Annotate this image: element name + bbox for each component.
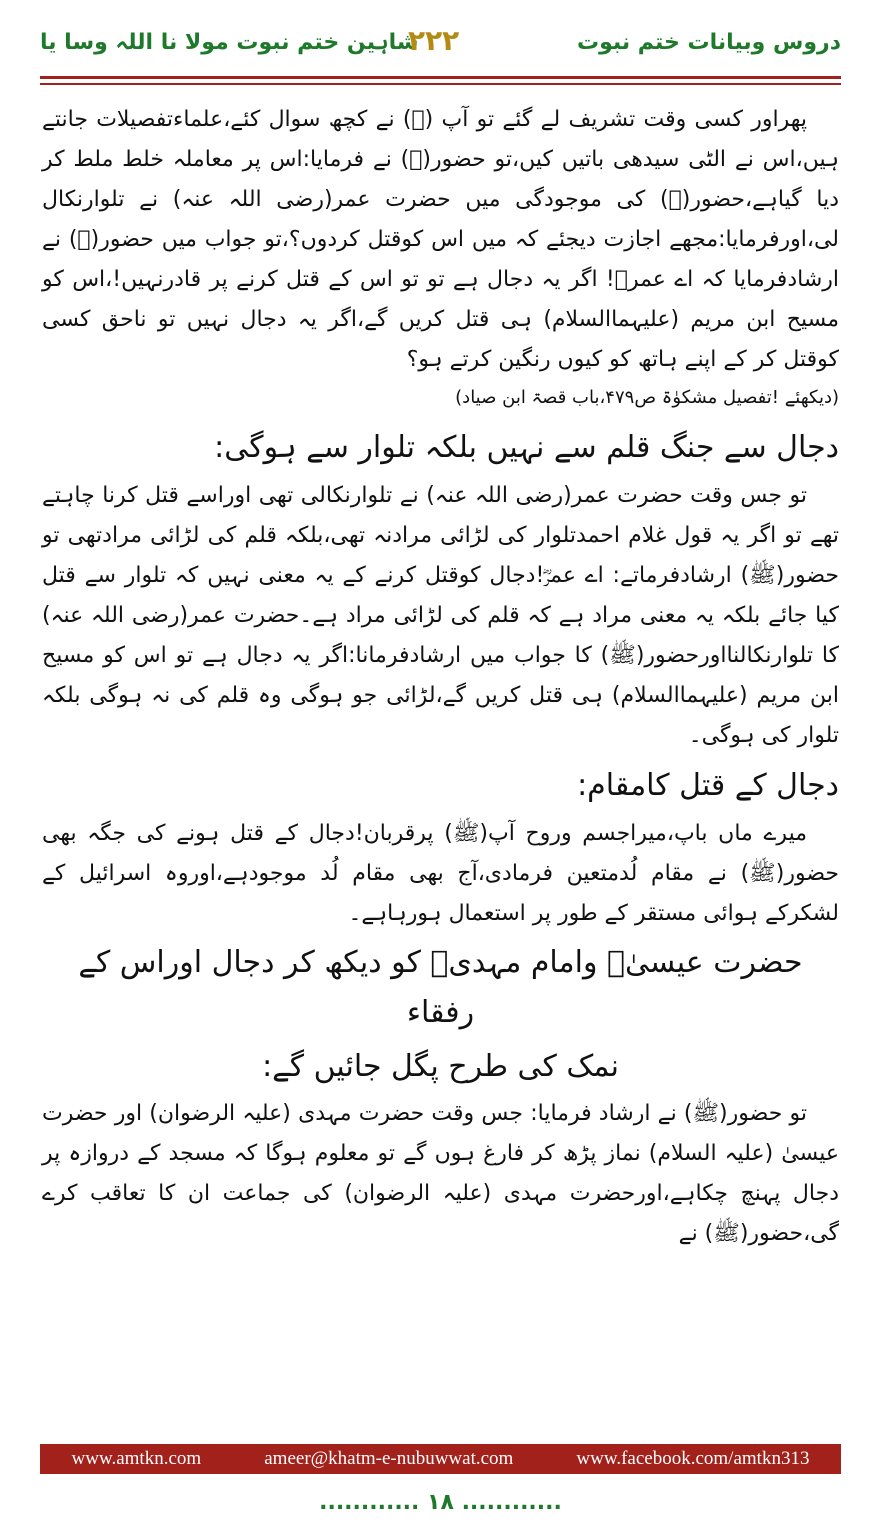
footer-website-link[interactable]: www.amtkn.com — [71, 1448, 202, 1469]
paragraph-3: میرے ماں باپ،میراجسم وروح آپ(ﷺ) پرقربان!دجال کے قتل ہونے کی جگہ بھی حضور(ﷺ) نے مقام لُدمتعین فرمادی،آج بھی مقام لُد موجودہے،اوروہ اسرائیل کے لشکرکے ہوائی مستقر کے طور پر استعمال ہورہاہے۔ — [42, 821, 839, 926]
page-number: ............ ۱۸ ............ — [319, 1490, 562, 1515]
header-rule-secondary — [40, 83, 841, 85]
paragraph-1: پھراور کسی وقت تشریف لے گئے تو آپ (ﷺ) نے کچھ سوال کئے،علماءتفصیلات جانتے ہیں،اس نے الٹی سیدھی باتیں کیں،تو حضور(ﷺ) نے فرمایا:اس پر معاملہ خلط ملط کر دیا گیاہے،حضور(ﷺ) کی موجودگی میں حضرت عمر(رضی اللہ عنہ) نے تلوارنکال لی،اورفرمایا:مجھے اجازت دیجئے کہ میں اس کوقتل کردوں؟،تو جواب میں حضور(ﷺ) نے ارشادفرمایا کہ اے عمرؓ! اگر یہ دجال ہے تو تو اس کے قتل کرنے پر قادرنہیں!،اس کو مسیح ابن مریم (علیہماالسلام) ہی قتل کریں گے،اگر یہ دجال نہیں تو ناحق کسی کوقتل کر کے اپنے ہاتھ کو کیوں رنگین کرتے ہو؟ — [42, 107, 839, 372]
header-author: شاہین ختم نبوت مولا نا اللہ وسا یا — [40, 30, 419, 55]
page-header — [40, 22, 841, 70]
footer-bar — [40, 1444, 841, 1474]
footer-facebook-link[interactable]: www.facebook.com/amtkn313 — [576, 1448, 810, 1469]
section-heading-3-line-2: نمک کی طرح پگل جائیں گے: — [262, 1049, 619, 1084]
header-rule — [40, 76, 841, 79]
paragraph-4: تو حضور(ﷺ) نے ارشاد فرمایا: جس وقت حضرت مہدی (علیہ الرضوان) اور حضرت عیسیٰ (علیہ السلام) نماز پڑھ کر فارغ ہوں گے تو معلوم ہوگا کہ مسجد کے دروازہ پر دجال پہنچ چکاہے،اورحضرت مہدی (علیہ الرضوان) کی جماعت ان کا تعاقب کرے گی،حضور(ﷺ) نے — [42, 1101, 839, 1246]
paragraph-2: تو جس وقت حضرت عمر(رضی اللہ عنہ) نے تلوارنکالی تھی اوراسے قتل کرنا چاہتے تھے تو اگر یہ قول غلام احمدتلوار کی لڑائی مرادنہ تھی،بلکہ قلم کی لڑائی مرادتھی تو حضور(ﷺ) ارشادفرماتے: اے عمرؓ!دجال کوقتل کرنے کے یہ معنی نہیں کہ تلوار سے قتل کیا جائے بلکہ یہ معنی مراد ہے کہ قلم کی لڑائی مراد ہے۔حضرت عمر(رضی اللہ عنہ) کا تلوارنکالنااورحضور(ﷺ) کا جواب میں ارشادفرمانا:اگر یہ دجال ہے تو اس کو مسیح ابن مریم (علیہماالسلام) ہی قتل کریں گے،لڑائی جو ہوگی وہ قلم کی نہ ہوگی بلکہ تلوار کی ہوگی۔ — [42, 483, 839, 748]
header-page-ref: ۲۲۲ — [408, 24, 460, 57]
section-heading-1: دجال سے جنگ قلم سے نہیں بلکہ تلوار سے ہوگی: — [214, 430, 839, 465]
header-book-title: دروس وبیانات ختم نبوت — [577, 30, 841, 55]
page-content — [42, 100, 839, 1254]
section-heading-3-line-1: حضرت عیسیٰؑ وامام مہدیؑ کو دیکھ کر دجال اوراس کے رفقاء — [78, 945, 803, 1030]
reference-note: (دیکھئے !تفصیل مشکوٰۃ ص۴۷۹،باب قصۃ ابن صیاد) — [455, 387, 839, 408]
footer-email-link[interactable]: ameer@khatm-e-nubuwwat.com — [264, 1448, 514, 1469]
section-heading-2: دجال کے قتل کامقام: — [577, 768, 839, 803]
